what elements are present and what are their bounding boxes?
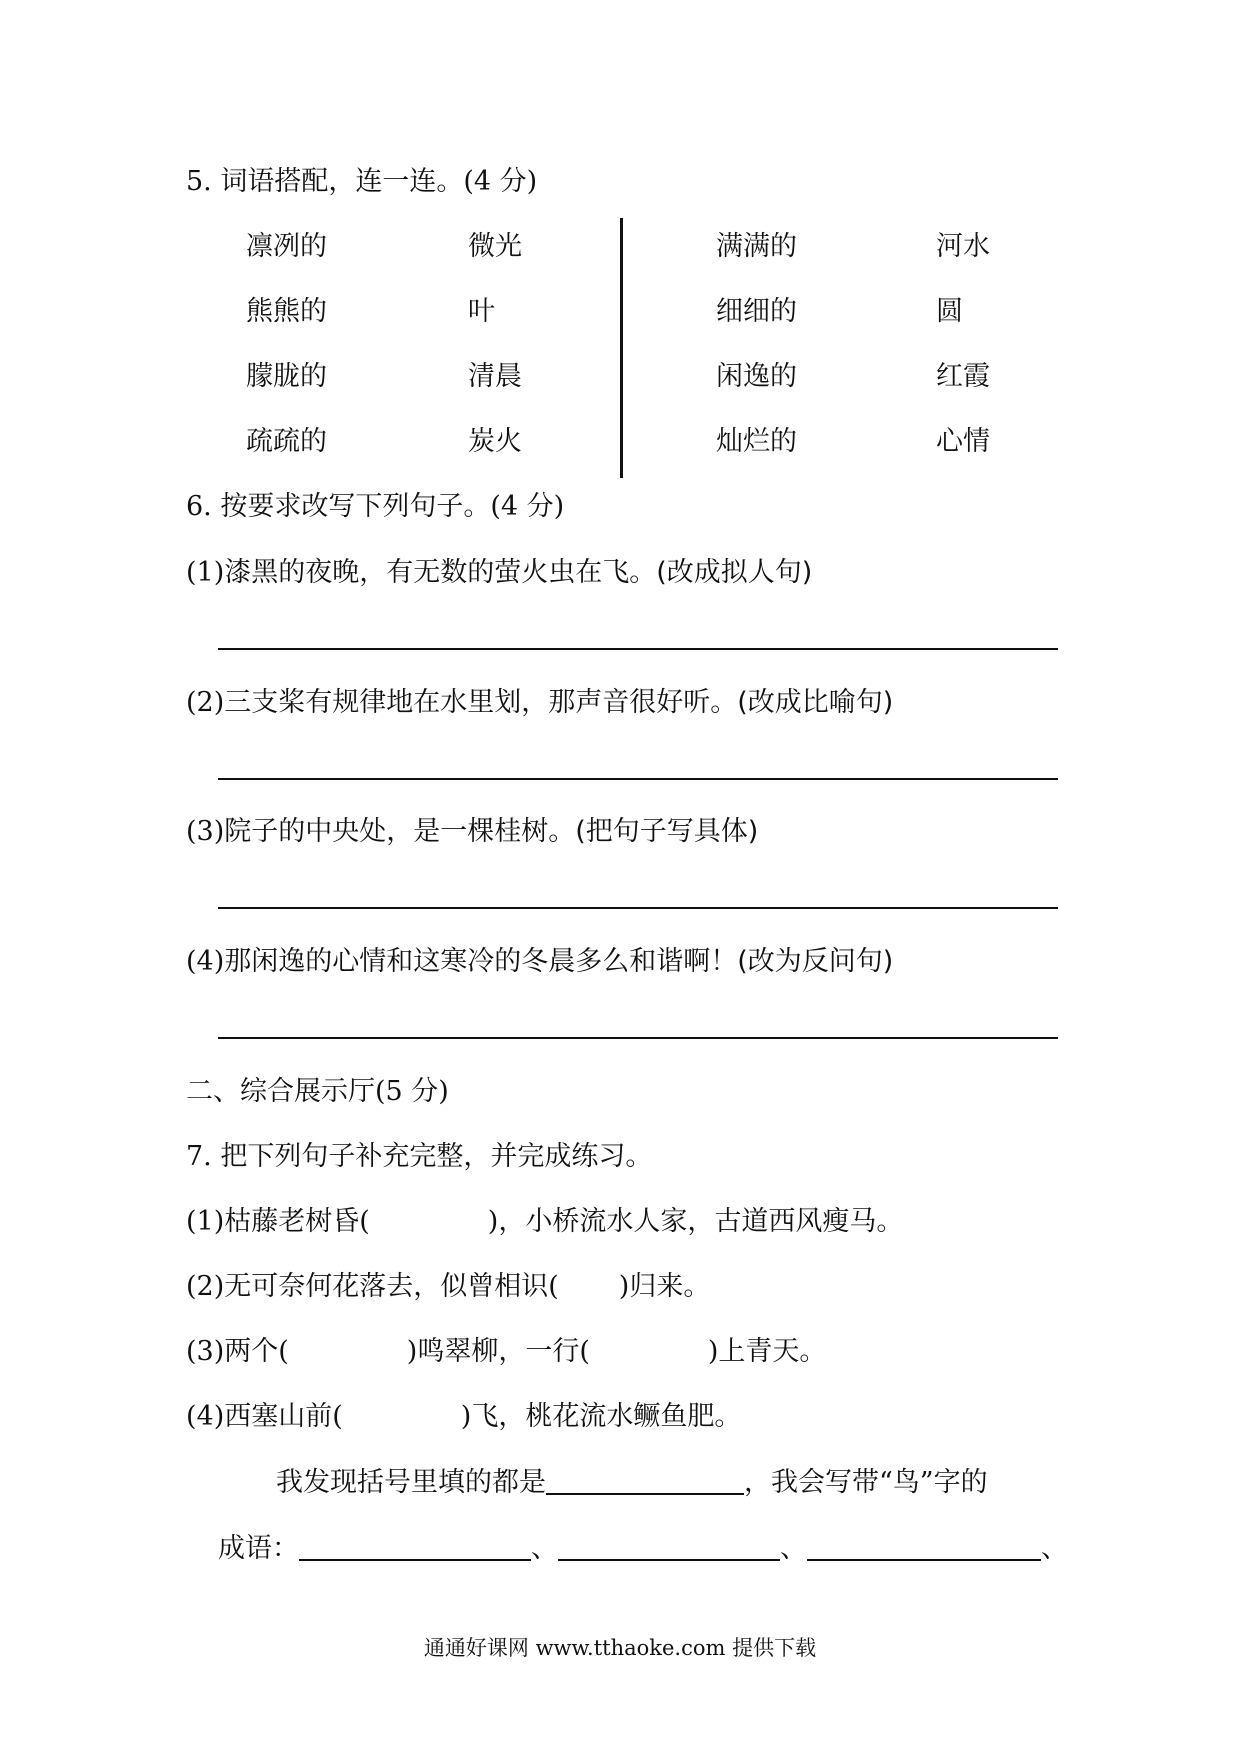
q5-left-b-4: 炭火 bbox=[468, 426, 522, 457]
q7-line-1 bbox=[186, 1205, 903, 1239]
q6-answer-line-4[interactable] bbox=[218, 1037, 1058, 1039]
q7-idiom-blank-2[interactable] bbox=[558, 1533, 780, 1561]
q5-title: 5. 词语搭配，连一连。(4 分) bbox=[186, 166, 538, 197]
q6-title: 6. 按要求改写下列句子。(4 分) bbox=[186, 491, 565, 522]
q7-title: 7. 把下列句子补充完整，并完成练习。 bbox=[186, 1141, 653, 1172]
q7-line-2-end: )归来。 bbox=[618, 1271, 711, 1302]
q5-right-b-2: 圆 bbox=[936, 296, 963, 327]
q7-line-3-end: )上青天。 bbox=[707, 1336, 827, 1367]
section2-title: 二、综合展示厅(5 分) bbox=[186, 1076, 449, 1107]
q5-left-a-4: 疏疏的 bbox=[246, 426, 327, 457]
q7-idiom-sep-2: 、 bbox=[780, 1533, 807, 1564]
q6-item-1-hint: (改成拟人句) bbox=[656, 557, 813, 588]
q5-column-divider bbox=[620, 218, 623, 478]
q5-left-b-1: 微光 bbox=[468, 231, 522, 262]
q7-line-4-start: (4)西塞山前( bbox=[186, 1401, 343, 1432]
q6-item-3-hint: (把句子写具体) bbox=[575, 816, 759, 847]
q6-item-4-hint: (改为反问句) bbox=[737, 946, 894, 977]
q7-idiom-label: 成语： bbox=[218, 1533, 299, 1564]
q7-line-4-end: )飞，桃花流水鳜鱼肥。 bbox=[460, 1401, 742, 1432]
q6-item-2 bbox=[186, 686, 893, 720]
q5-left-b-3: 清晨 bbox=[468, 361, 522, 392]
q5-right-b-1: 河水 bbox=[936, 231, 990, 262]
q5-right-a-1: 满满的 bbox=[716, 231, 797, 262]
q7-line-1-end: )，小桥流水人家，古道西风瘦马。 bbox=[487, 1206, 904, 1237]
q7-idiom-blank-3[interactable] bbox=[807, 1533, 1041, 1561]
q6-item-1 bbox=[186, 556, 812, 590]
q5-left-a-1: 凛冽的 bbox=[246, 231, 327, 262]
q7-line-3 bbox=[186, 1335, 826, 1369]
q6-item-3-text: (3)院子的中央处，是一棵桂树。 bbox=[186, 816, 576, 847]
q7-discover-blank[interactable] bbox=[546, 1467, 744, 1495]
q7-line-3-mid: )鸣翠柳，一行( bbox=[406, 1336, 590, 1367]
q5-left-a-2: 熊熊的 bbox=[246, 296, 327, 327]
q7-line-3-start: (3)两个( bbox=[186, 1336, 289, 1367]
q5-left-a-3: 朦胧的 bbox=[246, 361, 327, 392]
q7-idiom-line bbox=[218, 1532, 1068, 1566]
page-footer: 通通好课网 www.tthaoke.com 提供下载 bbox=[423, 1636, 817, 1660]
q6-item-2-hint: (改成比喻句) bbox=[737, 687, 894, 718]
q6-item-1-text: (1)漆黑的夜晚，有无数的萤火虫在飞。 bbox=[186, 557, 657, 588]
q5-right-a-4: 灿烂的 bbox=[716, 426, 797, 457]
q7-line-1-start: (1)枯藤老树昏( bbox=[186, 1206, 370, 1237]
q6-answer-line-2[interactable] bbox=[218, 778, 1058, 780]
q5-right-b-4: 心情 bbox=[936, 426, 990, 457]
q6-item-3 bbox=[186, 815, 758, 849]
q7-discover-text: 我发现括号里填的都是 bbox=[276, 1467, 546, 1498]
q6-answer-line-1[interactable] bbox=[218, 648, 1058, 650]
q7-line-2 bbox=[186, 1270, 710, 1304]
q5-left-b-2: 叶 bbox=[468, 296, 495, 327]
q6-item-2-text: (2)三支桨有规律地在水里划，那声音很好听。 bbox=[186, 687, 738, 718]
q6-item-4 bbox=[186, 945, 893, 979]
q7-line-2-start: (2)无可奈何花落去，似曾相识( bbox=[186, 1271, 559, 1302]
q7-discover-line bbox=[276, 1466, 988, 1500]
q7-idiom-sep-1: 、 bbox=[531, 1533, 558, 1564]
q6-answer-line-3[interactable] bbox=[218, 907, 1058, 909]
q7-discover-text-end: ，我会写带“鸟”字的 bbox=[744, 1467, 988, 1498]
q5-right-a-3: 闲逸的 bbox=[716, 361, 797, 392]
q5-right-b-3: 红霞 bbox=[936, 361, 990, 392]
q6-item-4-text: (4)那闲逸的心情和这寒冷的冬晨多么和谐啊！ bbox=[186, 946, 738, 977]
q5-right-a-2: 细细的 bbox=[716, 296, 797, 327]
q7-idiom-sep-3: 、 bbox=[1041, 1533, 1068, 1564]
q7-idiom-blank-1[interactable] bbox=[299, 1533, 531, 1561]
q7-line-4 bbox=[186, 1400, 741, 1434]
